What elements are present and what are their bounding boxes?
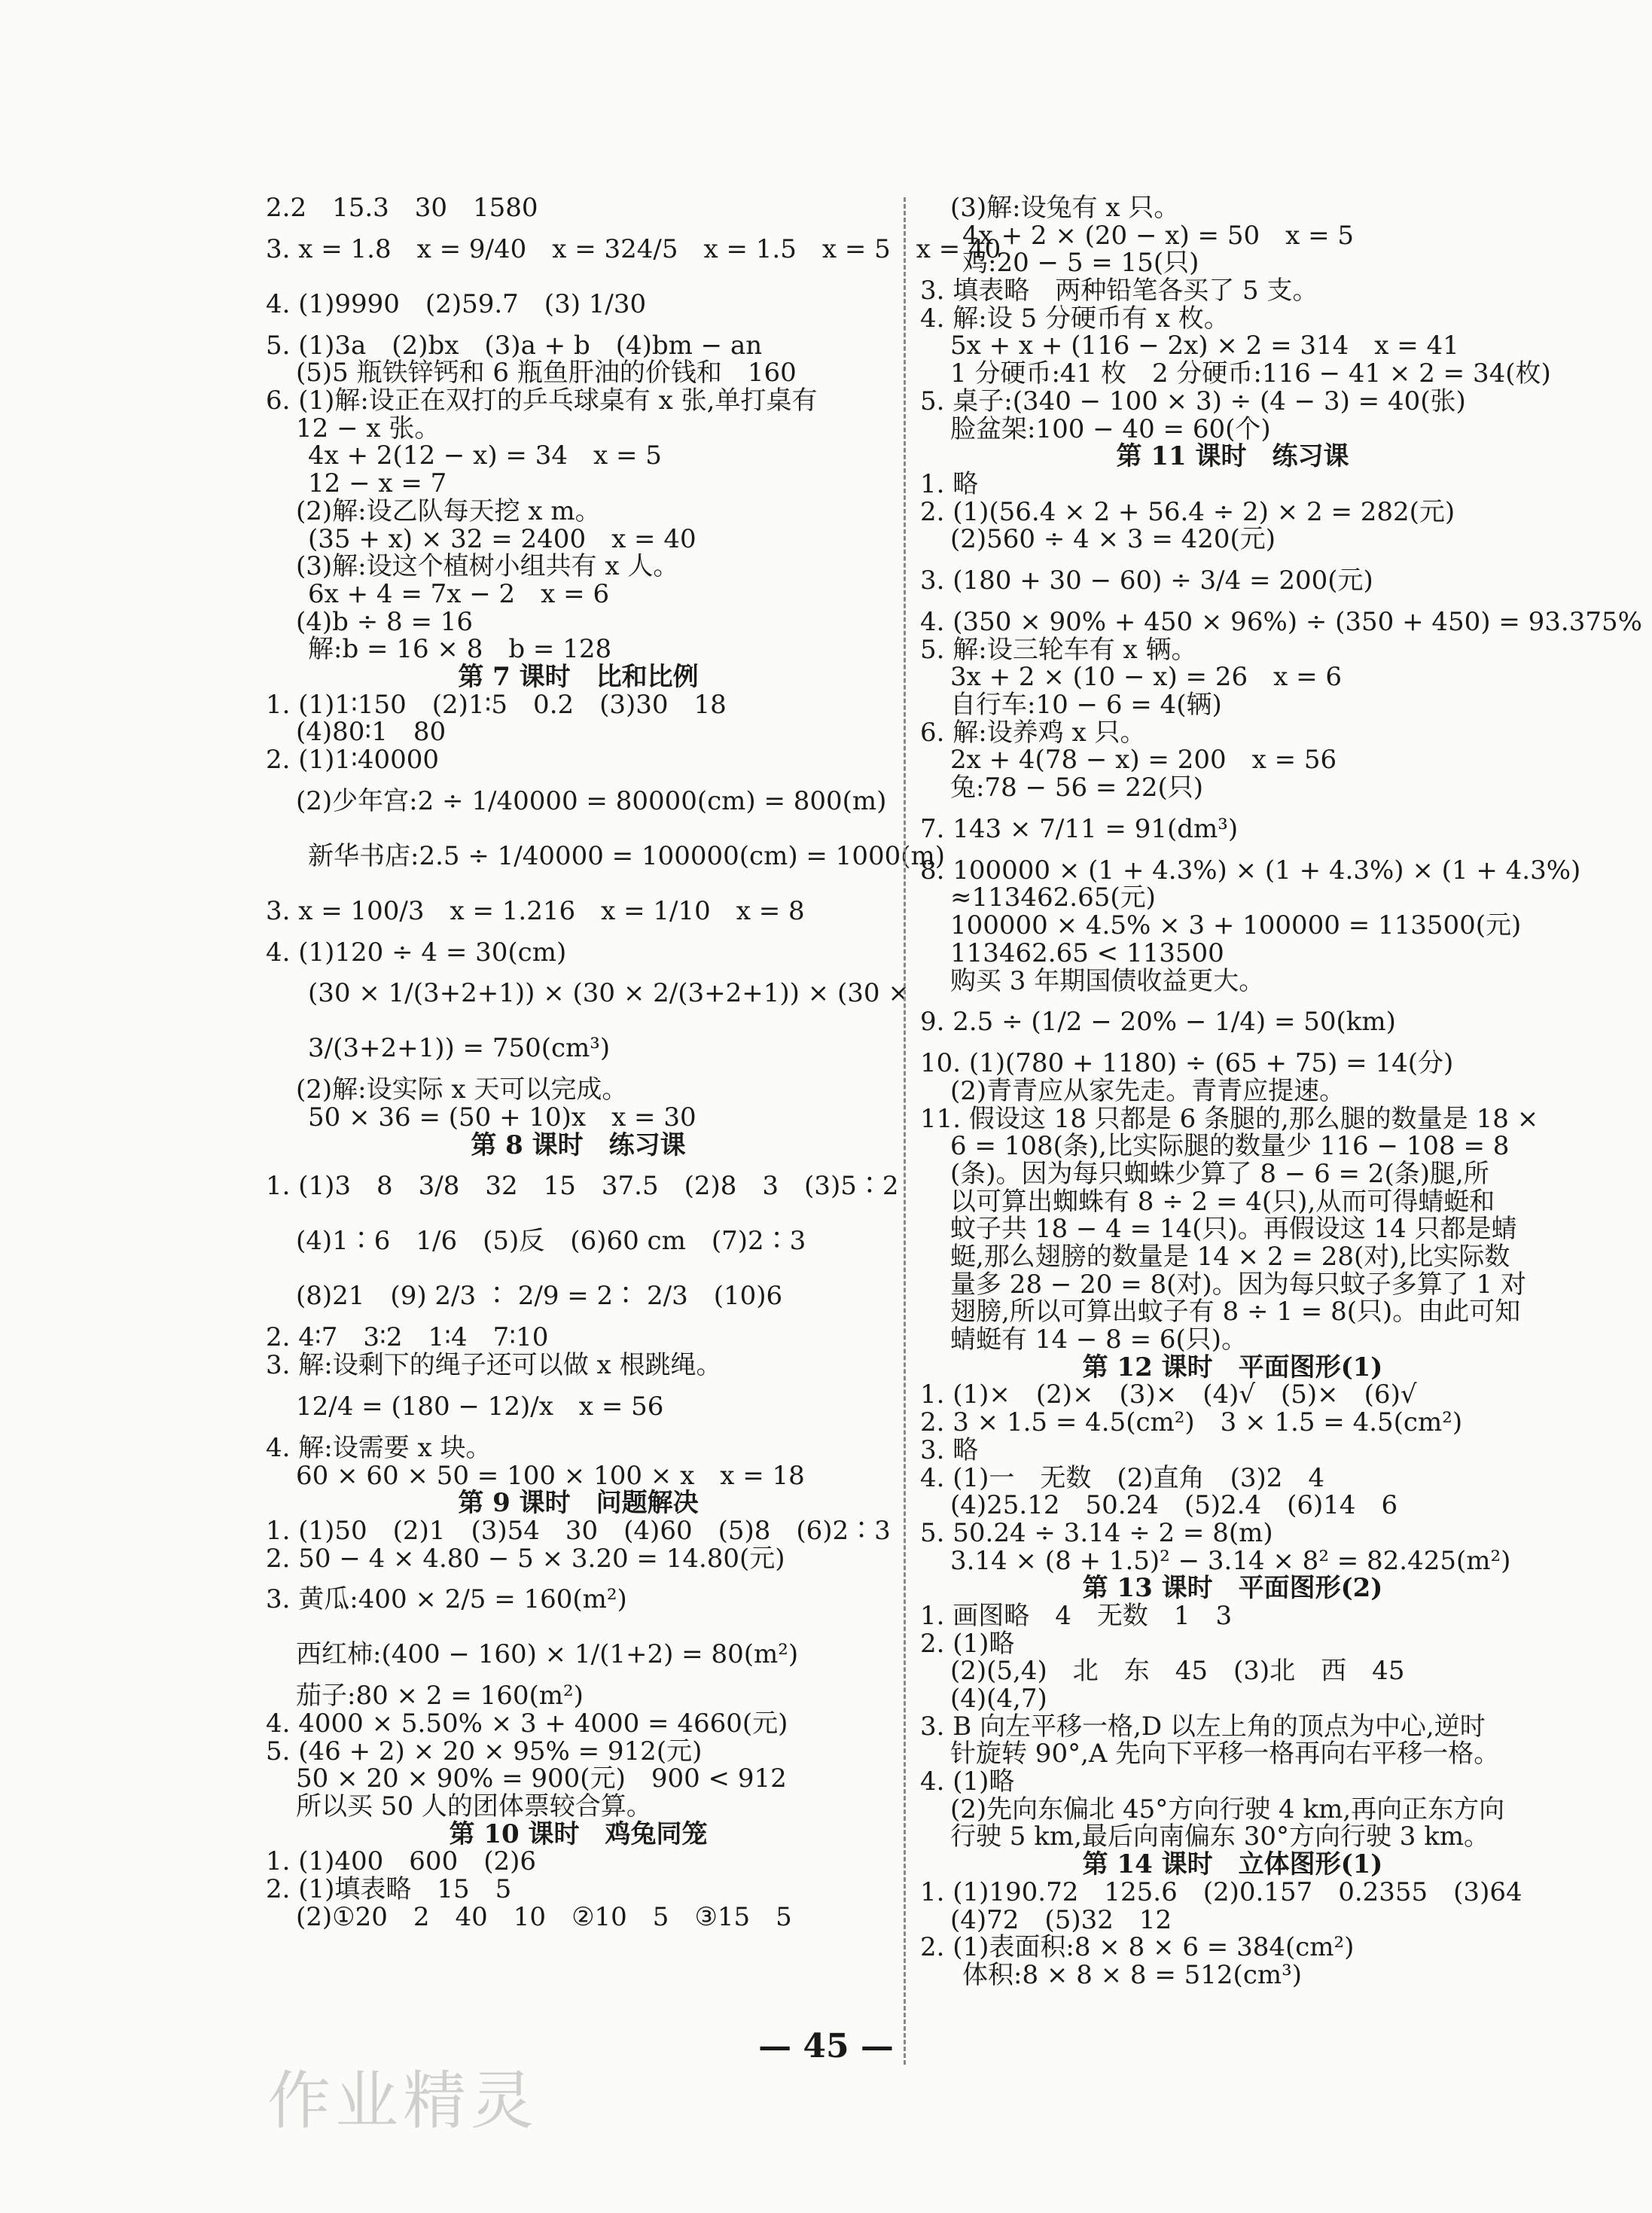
answer-line: 自行车:10 − 6 = 4(辆) xyxy=(950,690,1222,720)
answer-line: 3x + 2 × (10 − x) = 26 x = 6 xyxy=(950,662,1342,693)
answer-line: (4)b ÷ 8 = 16 xyxy=(296,606,474,637)
answer-line: 100000 × 4.5% × 3 + 100000 = 113500(元) xyxy=(950,910,1522,941)
answer-line: 5. (46 + 2) × 20 × 95% = 912(元) xyxy=(266,1736,703,1766)
answer-line: (3)解:设兔有 x 只。 xyxy=(950,193,1180,223)
answer-line: 12/4 = (180 − 12)/x x = 56 xyxy=(296,1391,664,1422)
answer-line: 3. B 向左平移一格,D 以左上角的顶点为中心,逆时 xyxy=(920,1711,1486,1742)
answer-line: 3. x = 1.8 x = 9/40 x = 324/5 x = 1.5 x = 5 x = 40 xyxy=(266,233,1001,264)
answer-line: 2. (1)1∶40000 xyxy=(266,745,440,775)
answer-line: 解:b = 16 × 8 b = 128 xyxy=(308,634,612,665)
answer-line: 4x + 2 × (20 − x) = 50 x = 5 xyxy=(962,220,1354,251)
answer-line: 1. (1)3 8 3/8 32 15 37.5 (2)8 3 (3)5∶2 xyxy=(266,1171,899,1202)
section-heading: 第 7 课时 比和比例 xyxy=(458,661,699,692)
answer-line: 3. 略 xyxy=(920,1434,979,1465)
answer-line: 量多 28 − 20 = 8(对)。因为每只蚊子多算了 1 对 xyxy=(950,1269,1526,1300)
column-divider xyxy=(904,197,906,2065)
answer-line: 茄子:80 × 2 = 160(m²) xyxy=(296,1681,584,1712)
answer-line: 2. (1)略 xyxy=(920,1628,1015,1659)
answer-line: 9. 2.5 ÷ (1/2 − 20% − 1/4) = 50(km) xyxy=(920,1007,1396,1038)
answer-line: (4)80∶1 80 xyxy=(296,717,447,748)
answer-line: ≈113462.65(元) xyxy=(950,882,1156,913)
answer-line: 5. (1)3a (2)bx (3)a + b (4)bm − an xyxy=(266,330,763,361)
answer-line: (2)560 ÷ 4 × 3 = 420(元) xyxy=(950,524,1276,555)
answer-line: (2)解:设实际 x 天可以完成。 xyxy=(296,1074,628,1105)
answer-line: (4)1∶6 1/6 (5)反 (6)60 cm (7)2∶3 xyxy=(296,1226,806,1257)
answer-line: 西红柿:(400 − 160) × 1/(1+2) = 80(m²) xyxy=(296,1639,799,1670)
answer-line: 7. 143 × 7/11 = 91(dm³) xyxy=(920,813,1239,844)
answer-line: (2)解:设乙队每天挖 x m。 xyxy=(296,495,601,526)
answer-line: 1. (1)× (2)× (3)× (4)√ (5)× (6)√ xyxy=(920,1379,1417,1410)
answer-line: 行驶 5 km,最后向南偏东 30°方向行驶 3 km。 xyxy=(950,1821,1490,1852)
answer-line: 2. (1)表面积:8 × 8 × 6 = 384(cm²) xyxy=(920,1932,1355,1963)
answer-line: 6x + 4 = 7x − 2 x = 6 xyxy=(308,578,610,609)
answer-line: (2)少年宫:2 ÷ 1/40000 = 80000(cm) = 800(m) xyxy=(296,785,887,816)
answer-line: 3. (180 + 30 − 60) ÷ 3/4 = 200(元) xyxy=(920,565,1373,596)
answer-line: 购买 3 年期国债收益更大。 xyxy=(950,965,1265,996)
answer-line: 50 × 20 × 90% = 900(元) 900 < 912 xyxy=(296,1763,787,1794)
answer-line: 4. 解:设需要 x 块。 xyxy=(266,1432,492,1463)
watermark-logo: 作业精灵 xyxy=(267,2064,539,2138)
section-heading: 第 9 课时 问题解决 xyxy=(458,1488,699,1519)
answer-line: 2. (1)填表略 15 5 xyxy=(266,1874,512,1905)
answer-line: 6. (1)解:设正在双打的乒乓球桌有 x 张,单打桌有 xyxy=(266,386,818,416)
answer-line: 1. (1)1∶150 (2)1∶5 0.2 (3)30 18 xyxy=(266,689,727,720)
answer-line: 1. (1)190.72 125.6 (2)0.157 0.2355 (3)64 xyxy=(920,1876,1522,1907)
answer-line: 12 − x = 7 xyxy=(308,468,447,499)
answer-line: 4. (1)120 ÷ 4 = 30(cm) xyxy=(266,937,567,968)
answer-line: 5x + x + (116 − 2x) × 2 = 314 x = 41 xyxy=(950,331,1459,361)
answer-line: 5. 50.24 ÷ 3.14 ÷ 2 = 8(m) xyxy=(920,1517,1273,1548)
answer-line: 4x + 2(12 − x) = 34 x = 5 xyxy=(308,440,662,471)
answer-line: 3. 解:设剩下的绳子还可以做 x 根跳绳。 xyxy=(266,1350,722,1381)
answer-line: (4)72 (5)32 12 xyxy=(950,1904,1172,1935)
answer-line: 1. (1)50 (2)1 (3)54 30 (4)60 (5)8 (6)2∶3 xyxy=(266,1515,891,1546)
answer-line: 蚊子共 18 − 4 = 14(只)。再假设这 14 只都是蜻 xyxy=(950,1214,1517,1245)
answer-line: 2. 50 − 4 × 4.80 − 5 × 3.20 = 14.80(元) xyxy=(266,1543,785,1574)
answer-line: 蜻蜓有 14 − 8 = 6(只)。 xyxy=(950,1324,1248,1355)
answer-line: 50 × 36 = (50 + 10)x x = 30 xyxy=(308,1102,696,1133)
answer-line: 5. 解:设三轮车有 x 辆。 xyxy=(920,634,1197,665)
answer-line: 4. 4000 × 5.50% × 3 + 4000 = 4660(元) xyxy=(266,1708,788,1739)
section-heading: 第 8 课时 练习课 xyxy=(471,1129,686,1160)
right-column xyxy=(920,193,1642,1990)
answer-line: 3. 填表略 两种铅笔各买了 5 支。 xyxy=(920,276,1318,306)
answer-line: 113462.65 < 113500 xyxy=(950,937,1224,968)
answer-line: 3. x = 100/3 x = 1.216 x = 1/10 x = 8 xyxy=(266,895,805,926)
answer-line: 1. (1)400 600 (2)6 xyxy=(266,1846,536,1877)
answer-line: 2. (1)(56.4 × 2 + 56.4 ÷ 2) × 2 = 282(元) xyxy=(920,496,1455,527)
answer-line: 3/(3+2+1)) = 750(cm³) xyxy=(308,1033,611,1064)
answer-line: 10. (1)(780 + 1180) ÷ (65 + 75) = 14(分) xyxy=(920,1048,1454,1079)
answer-line: (35 + x) × 32 = 2400 x = 40 xyxy=(308,523,696,554)
answer-line: 3. 黄瓜:400 × 2/5 = 160(m²) xyxy=(266,1584,627,1615)
answer-line: (5)5 瓶铁锌钙和 6 瓶鱼肝油的价钱和 160 xyxy=(296,358,797,389)
answer-line: (4)25.12 50.24 (5)2.4 (6)14 6 xyxy=(950,1490,1398,1521)
page-number: — 45 — xyxy=(758,2027,894,2065)
answer-line: 60 × 60 × 50 = 100 × 100 × x x = 18 xyxy=(296,1460,805,1491)
answer-line: (8)21 (9) 2/3 ∶ 2/9 = 2∶ 2/3 (10)6 xyxy=(296,1281,783,1312)
answer-line: 4. 解:设 5 分硬币有 x 枚。 xyxy=(920,303,1230,334)
answer-line: 4. (1)略 xyxy=(920,1766,1015,1797)
answer-line: (2)青青应从家先走。青青应提速。 xyxy=(950,1075,1346,1106)
answer-line: 4. (1)一 无数 (2)直角 (3)2 4 xyxy=(920,1462,1324,1493)
answer-line: 11. 假设这 18 只都是 6 条腿的,那么腿的数量是 18 × xyxy=(920,1103,1539,1134)
section-heading: 第 12 课时 平面图形(1) xyxy=(1082,1352,1383,1382)
answer-line: 2. 3 × 1.5 = 4.5(cm²) 3 × 1.5 = 4.5(cm²) xyxy=(920,1407,1463,1438)
answer-line: 翅膀,所以可算出蚊子有 8 ÷ 1 = 8(只)。由此可知 xyxy=(950,1297,1521,1327)
answer-line: (2)先向东偏北 45°方向行驶 4 km,再向正东方向 xyxy=(950,1794,1505,1824)
answer-line: 脸盆架:100 − 40 = 60(个) xyxy=(950,413,1271,444)
answer-line: 2.2 15.3 30 1580 xyxy=(266,193,538,223)
answer-line: 蜓,那么翅膀的数量是 14 × 2 = 28(对),比实际数 xyxy=(950,1242,1510,1272)
answer-line: (2)①20 2 40 10 ②10 5 ③15 5 xyxy=(296,1901,792,1932)
answer-line: (30 × 1/(3+2+1)) × (30 × 2/(3+2+1)) × (30 × xyxy=(308,978,910,1009)
answer-line: 8. 100000 × (1 + 4.3%) × (1 + 4.3%) × (1 + 4.3%) xyxy=(920,855,1581,886)
answer-line: 1. 画图略 4 无数 1 3 xyxy=(920,1600,1233,1631)
section-heading: 第 13 课时 平面图形(2) xyxy=(1082,1573,1383,1604)
answer-line: 鸡:20 − 5 = 15(只) xyxy=(962,248,1199,279)
answer-line: 5. 桌子:(340 − 100 × 3) ÷ (4 − 3) = 40(张) xyxy=(920,386,1466,416)
answer-line: 兔:78 − 56 = 22(只) xyxy=(950,773,1203,803)
answer-line: 以可算出蜘蛛有 8 ÷ 2 = 4(只),从而可得蜻蜓和 xyxy=(950,1186,1495,1217)
answer-line: 1. 略 xyxy=(920,468,979,499)
answer-line: (3)解:设这个植树小组共有 x 人。 xyxy=(296,551,679,582)
answer-line: (4)(4,7) xyxy=(950,1684,1047,1714)
section-heading: 第 10 课时 鸡兔同笼 xyxy=(449,1818,708,1849)
answer-line: 6 = 108(条),比实际腿的数量少 116 − 108 = 8 xyxy=(950,1131,1510,1162)
answer-line: 2. 4∶7 3∶2 1∶4 7∶10 xyxy=(266,1322,549,1353)
answer-line: 所以买 50 人的团体票较合算。 xyxy=(296,1791,652,1821)
answer-line: 3.14 × (8 + 1.5)² − 3.14 × 8² = 82.425(m²) xyxy=(950,1545,1511,1576)
answer-line: (条)。因为每只蜘蛛少算了 8 − 6 = 2(条)腿,所 xyxy=(950,1158,1489,1189)
answer-line: 1 分硬币:41 枚 2 分硬币:116 − 41 × 2 = 34(枚) xyxy=(950,358,1551,389)
answer-line: 针旋转 90°,A 先向下平移一格再向右平移一格。 xyxy=(950,1739,1500,1769)
section-heading: 第 14 课时 立体图形(1) xyxy=(1082,1849,1383,1880)
section-heading: 第 11 课时 练习课 xyxy=(1116,441,1349,472)
answer-line: 2x + 4(78 − x) = 200 x = 56 xyxy=(950,745,1337,776)
answer-line: 4. (1)9990 (2)59.7 (3) 1/30 xyxy=(266,288,647,319)
answer-line: 体积:8 × 8 × 8 = 512(cm³) xyxy=(962,1959,1302,1990)
answer-line: (2)(5,4) 北 东 45 (3)北 西 45 xyxy=(950,1656,1405,1687)
answer-line: 12 − x 张。 xyxy=(296,413,440,444)
answer-line: 4. (350 × 90% + 450 × 96%) ÷ (350 + 450) = 93.375% xyxy=(920,606,1642,637)
answer-line: 新华书店:2.5 ÷ 1/40000 = 100000(cm) = 1000(m) xyxy=(308,840,945,871)
answer-line: 6. 解:设养鸡 x 只。 xyxy=(920,717,1146,748)
